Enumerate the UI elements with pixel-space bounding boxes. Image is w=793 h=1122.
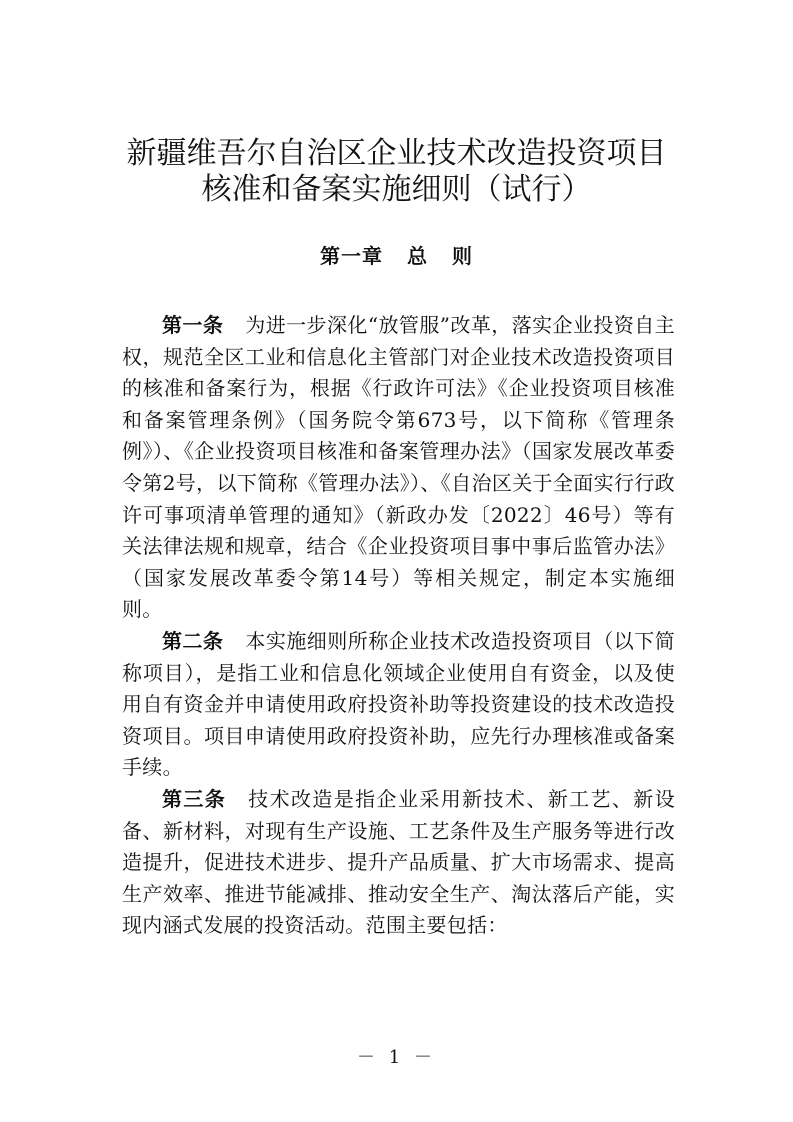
page-number: － 1 － xyxy=(357,1047,436,1068)
article-text: 为进一步深化“放管服”改革，落实企业投资自主权，规范全区工业和信息化主管部门对企业技术改造投资项目的核准和备案行为，根据《行政许可法》《企业投资项目核准和备案管理条例》（国务院令第673号，以下简称《管理条例》）、《企业投资项目核准和备案管理办法》（国家发展改革委令第2号，以下简称《管理办法》）、《自治区关于全面实行行政许可事项清单管理的通知》（新政办发〔2022〕46号）等有关法律法规和规章，结合《企业投资项目事中事后监管办法》（国家发展改革委令第14号）等相关规定，制定本实施细则。 xyxy=(122,313,675,622)
article-3 xyxy=(122,784,675,942)
document-body xyxy=(122,310,675,942)
document-title-line2: 核准和备案实施细则（试行） xyxy=(201,172,592,207)
article-text: 本实施细则所称企业技术改造投资项目（以下简称项目），是指工业和信息化领域企业使用自有资金，以及使用自有资金并申请使用政府投资补助等投资建设的技术改造投资项目。项目申请使用政府投资补助，应先行办理核准或备案手续。 xyxy=(122,628,675,780)
article-text: 技术改造是指企业采用新技术、新工艺、新设备、新材料，对现有生产设施、工艺条件及生产服务等进行改造提升，促进技术进步、提升产品质量、扩大市场需求、提高生产效率、推进节能减排、推动安全生产、淘汰落后产能，实现内涵式发展的投资活动。范围主要包括： xyxy=(122,786,675,938)
article-label: 第二条 xyxy=(162,628,224,653)
article-label: 第一条 xyxy=(162,313,224,337)
article-2 xyxy=(122,626,675,784)
article-1 xyxy=(122,310,675,626)
article-label: 第三条 xyxy=(162,786,227,811)
chapter-heading: 第一章 总 则 xyxy=(320,244,473,268)
document-title-line1: 新疆维吾尔自治区企业技术改造投资项目 xyxy=(126,136,667,171)
